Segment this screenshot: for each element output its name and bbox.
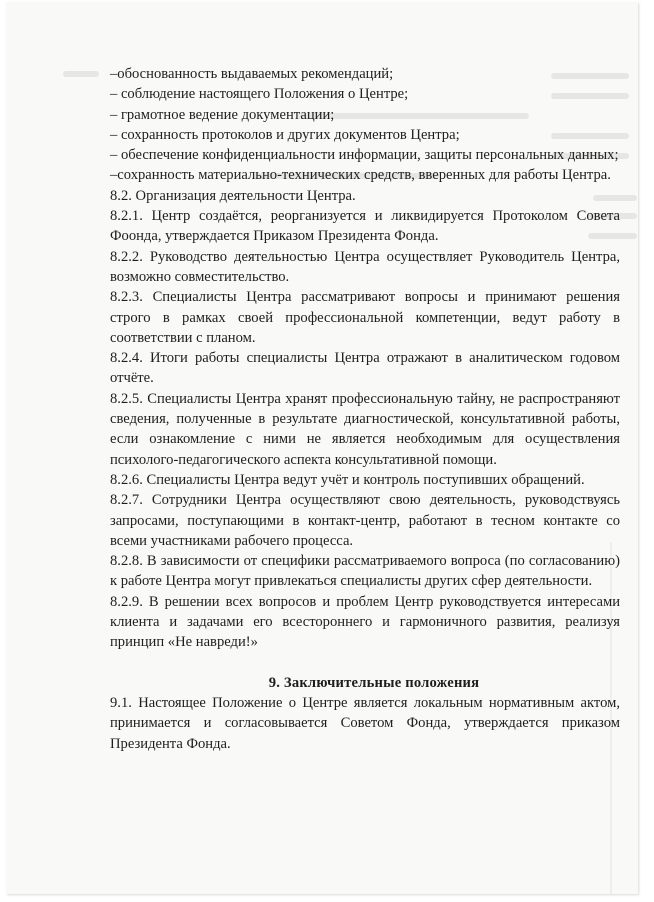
- bullet-item: – обеспечение конфиденциальности информации, защиты персональных данных;: [110, 147, 619, 164]
- section-gap: [110, 653, 620, 673]
- clause-8-2-7: 8.2.7. Сотрудники Центра осуществляют свою деятельность, руководствуясь запросами, поступающими в контакт-центр, работают в тесном контакте со всеми участниками рабочего процесса.: [110, 492, 620, 549]
- bullet-item: –сохранность материально-технических средств, вверенных для работы Центра.: [110, 167, 611, 184]
- clause-8-2-1: 8.2.1. Центр создаётся, реорганизуется и ликвидируется Протоколом Совета Фоонда, утверждается Приказом Президента Фонда.: [110, 208, 620, 245]
- clause-8-2-5: 8.2.5. Специалисты Центра хранят профессиональную тайну, не распространяют сведения, полученные в результате диагностической, консультативной работы, если ознакомление с ними не является необходимым для осуществления психолого-педагогического аспекта консультативной помощи.: [110, 390, 620, 468]
- clause-8-2: 8.2. Организация деятельности Центра.: [110, 187, 356, 204]
- document-body: [110, 64, 620, 754]
- clause-8-2-6: 8.2.6. Специалисты Центра ведут учёт и контроль поступивших обращений.: [110, 471, 585, 488]
- document-page: [6, 2, 638, 894]
- clause-8-2-3: 8.2.3. Специалисты Центра рассматривают вопросы и принимают решения строго в рамках своей профессиональной компетенции, ведут работу в соответствии с планом.: [110, 289, 620, 346]
- bullet-item: –обоснованность выдаваемых рекомендаций;: [110, 66, 394, 82]
- clause-8-2-9: 8.2.9. В решении всех вопросов и проблем Центр руководствуется интересами клиента и задачами его всестороннего и гармоничного развития, реализуя принцип «Не навреди!»: [110, 593, 620, 651]
- clause-8-2-2: 8.2.2. Руководство деятельностью Центра осуществляет Руководитель Центра, возможно совместительство.: [110, 248, 620, 285]
- bullet-item: – сохранность протоколов и других документов Центра;: [110, 126, 460, 143]
- clause-9-1: 9.1. Настоящее Положение о Центре является локальным нормативным актом, принимается и согласовывается Советом Фонда, утверждается приказом Президента Фонда.: [110, 694, 620, 752]
- bullet-item: – соблюдение настоящего Положения о Центре;: [110, 86, 409, 103]
- clause-8-2-8: 8.2.8. В зависимости от специфики рассматриваемого вопроса (по согласованию) к работе Центра могут привлекаться специалисты других сфер деятельности.: [110, 553, 620, 590]
- bullet-item: – грамотное ведение документации;: [110, 106, 335, 123]
- section-9-heading: 9. Заключительные положения: [268, 674, 480, 691]
- clause-8-2-4: 8.2.4. Итоги работы специалисты Центра отражают в аналитическом годовом отчёте.: [110, 350, 620, 387]
